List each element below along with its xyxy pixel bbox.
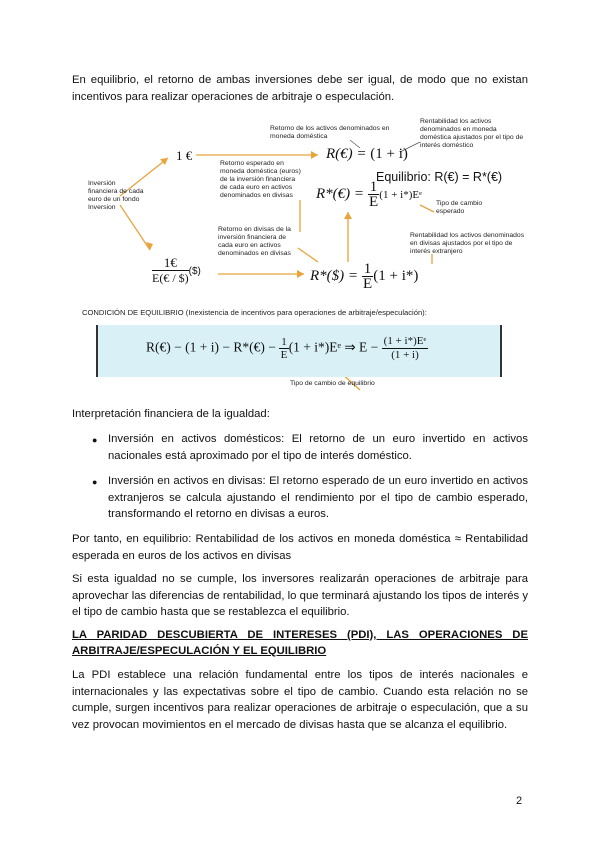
intro-paragraph: En equilibrio, el retorno de ambas inversiones debe ser igual, de modo que no existan incentivos para realizar operaciones de arbitraje o especulación. (72, 74, 528, 103)
bullet-domestic: Inversión en activos domésticos: El retorno de un euro invertido en activos nacionales está aproximado por el tipo de interés doméstico. (108, 433, 528, 462)
bullet-marker-1: ● (92, 435, 98, 445)
equilibrium-condition-box (96, 325, 502, 377)
label-one-euro: 1 € (176, 148, 193, 163)
fraction-left-frac (152, 256, 189, 285)
equation-middle-fraction (368, 180, 380, 209)
note-right-bottom: Rentabilidad los activos denominados en divisas ajustados por el tipo de interés extranjero (410, 232, 525, 255)
arrowhead-one-euro (311, 151, 318, 159)
note-equilibrium-rate: Tipo de cambio de equilibrio (290, 380, 375, 387)
box-equation-num1: 1 (281, 336, 287, 348)
equation-middle-num: 1 (369, 179, 378, 195)
box-equation-frac2 (382, 335, 429, 362)
box-equation-frac1 (279, 336, 289, 361)
fraction-left (152, 256, 201, 285)
equilibrium-paragraph: Por tanto, en equilibrio: Rentabilidad de los activos en moneda doméstica ≈ Rentabilidad esperada en euros de los activos en divisas (72, 533, 528, 562)
equation-middle-den: E (368, 194, 379, 210)
equation-bottom-rhs: (1 + i*) (373, 267, 419, 284)
box-equation-part1: R(€) − (1 + i) − R*(€) − (146, 339, 280, 355)
equation-bottom-fraction (362, 262, 374, 291)
section-heading: LA PARIDAD DESCUBIERTA DE INTERESES (PDI), LAS OPERACIONES DE ARBITRAJE/ESPECULACIÓN Y EL EQUILIBRIO (72, 629, 528, 657)
box-equation-num2: (1 + i*)Eᵉ (383, 335, 427, 347)
equation-middle-lhs: R*(€) = (316, 185, 368, 202)
note-foreign-return: Retorno en divisas de la inversión financiera de cada euro en activos denominados en divisas (218, 226, 291, 257)
bullet-foreign: Inversión en activos en divisas: El retorno esperado de un euro invertido en activos extranjeros se calcula ajustando el rendimiento por el tipo de cambio esperado, transformando el retorno en divisas a euros. (108, 475, 528, 520)
equation-bottom (310, 262, 418, 291)
note-expected-return: Retorno esperado en moneda doméstica (euros) de la inversión financiera de cada euro en activos denominados en divisas (220, 160, 301, 199)
equation-bottom-lhs: R*($) = (310, 267, 362, 284)
pdi-paragraph: La PDI establece una relación fundamental entre los tipos de interés nacionales e internacionales y las expectativas sobre el tipo de cambio. Cuando esta relación no se cumple, surgen incentivos para realizar operaciones de arbitraje o especulación, que a su vez provocan movimientos en el mercado de divisas hasta que se alcanza el equilibrio. (72, 669, 528, 731)
equation-top (326, 146, 408, 163)
arrowhead-up (344, 212, 352, 219)
fraction-left-num: 1€ (152, 256, 189, 271)
note-left-investment: Inversión financiera de cada euro de un fondo Inversion (88, 180, 144, 211)
note-top-domestic-return: Retorno de los activos denominados en moneda doméstica (270, 125, 390, 140)
equation-bottom-den: E (362, 276, 373, 292)
equation-bottom-num: 1 (363, 261, 372, 277)
interpretation-title: Interpretación financiera de la igualdad: (72, 408, 270, 420)
equation-middle (316, 180, 422, 209)
arbitrage-paragraph: Si esta igualdad no se cumple, los inversores realizarán operaciones de arbitraje para aprovechar las diferencias de rentabilidad, lo que terminará ajustando los tipos de interés y el tipo de cambio hasta que se restablezca el equilibrio. (72, 573, 528, 618)
page-number: 2 (516, 795, 523, 807)
arrowhead-frac (297, 270, 304, 278)
equation-top-rhs: (1 + i) (370, 146, 408, 162)
fraction-left-den: E(€ / $) (152, 271, 189, 285)
note-exchange-rate: Tipo de cambio esperado (436, 200, 483, 215)
condition-title: CONDICIÓN DE EQUILIBRIO (Inexistencia de incentivos para operaciones de arbitraje/especulación): (82, 308, 427, 317)
equation-middle-rhs: (1 + i*)Eᵉ (379, 188, 422, 201)
arrow-exchange-note (420, 205, 434, 212)
note-top-right: Rentabilidad los activos denominados en moneda doméstica ajustados por el tipo de interés doméstico (420, 118, 524, 149)
box-equation (146, 335, 428, 362)
equilibrium-label: Equilibrio: R(€) = R*(€) (376, 170, 503, 184)
fraction-left-suffix: ($) (188, 265, 201, 277)
box-equation-den1: E (280, 349, 288, 361)
equation-top-lhs: R(€) = (326, 146, 371, 162)
box-equation-den2: (1 + i) (391, 349, 419, 361)
box-equation-part2: (1 + i*)Eᵉ ⇒ E − (288, 339, 382, 355)
bullet-marker-2: ● (92, 477, 98, 487)
